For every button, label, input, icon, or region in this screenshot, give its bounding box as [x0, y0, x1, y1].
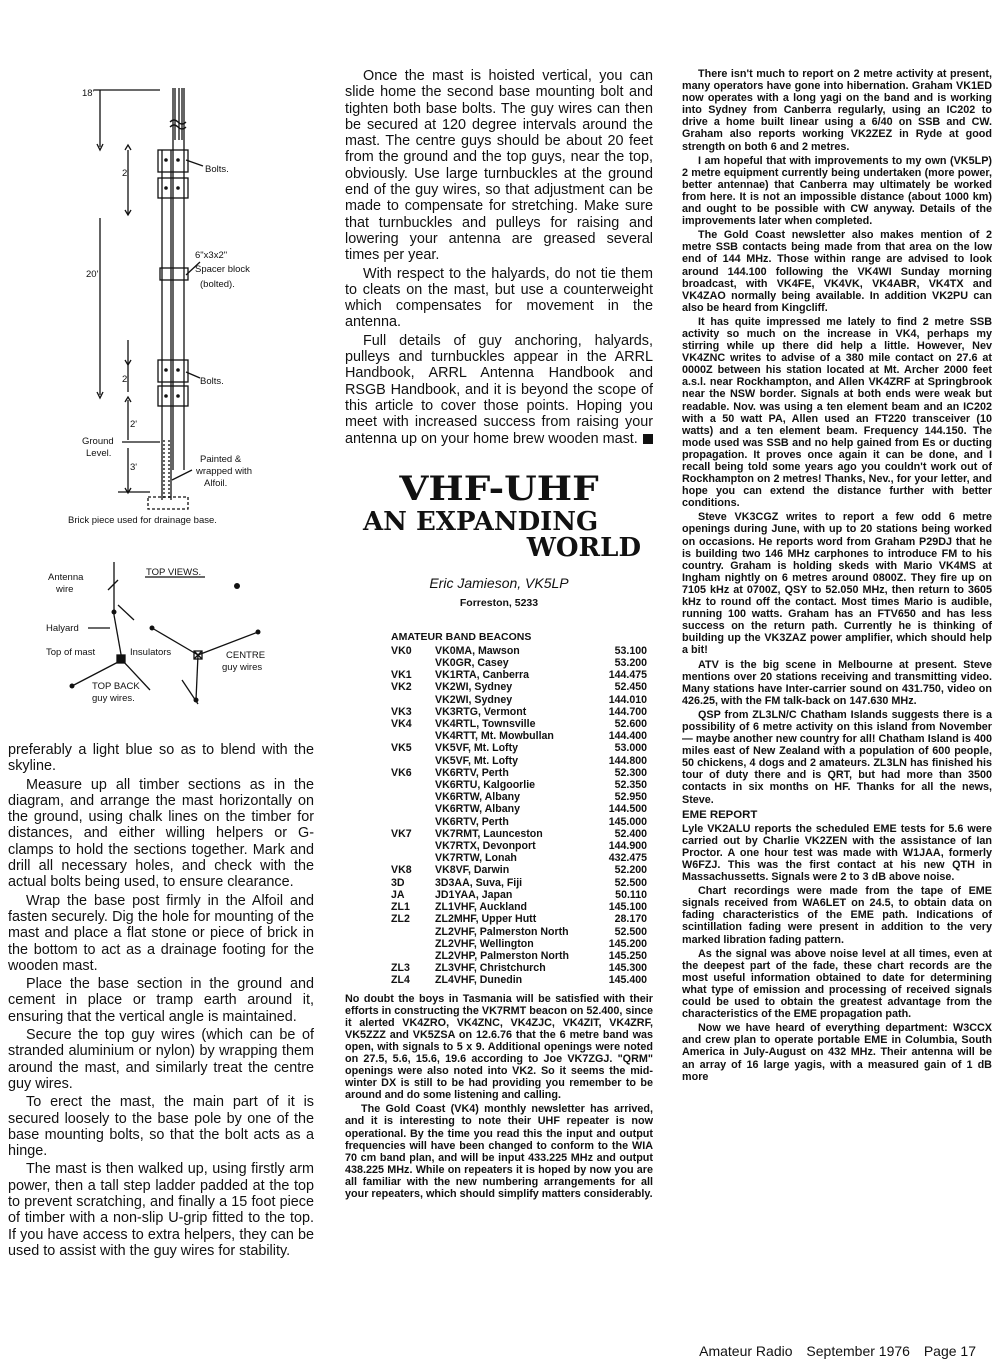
beacon-freq: 53.200 — [614, 657, 647, 670]
beacon-freq: 52.950 — [614, 791, 647, 804]
col1-para-1: preferably a light blue so as to blend with the skyline. — [8, 742, 314, 775]
beacon-row — [391, 913, 653, 925]
beacon-row — [391, 791, 653, 803]
beacon-station: VK5VF, Mt. Lofty — [435, 754, 518, 767]
beacon-area — [391, 926, 435, 938]
beacon-area: VK7 — [391, 827, 412, 840]
article-title-1: VHF-UHF — [399, 468, 599, 509]
fig-dim-2c: 2' — [130, 419, 138, 430]
beacon-row — [391, 767, 653, 779]
beacon-area: ZL4 — [391, 974, 410, 987]
col3-para-8: Lyle VK2ALU reports the scheduled EME tests for 5.6 were carried out by Charlie VK2ZEN with the assistance of Ian Proctor. A one hour test was made with W1JAA, formerly W6FZJ. This was the first contact at his new QTH in Massachussetts. Signals were 2 to 3 dB above noise. — [682, 822, 992, 884]
beacon-row — [391, 938, 653, 950]
beacon-freq: 52.450 — [614, 681, 647, 694]
fig-bolts-top: Bolts. — [205, 164, 229, 175]
beacon-freq: 52.500 — [614, 925, 647, 938]
beacon-freq: 28.170 — [614, 913, 647, 926]
col3-para-4: It has quite impressed me lately to find 2 metre SSB activity so much on the increase in VK4, perhaps my stirring while up there did help a little. However, Nev VK4ZNC writes to advise of a 380 mile contact on 27.6 at 0000Z between his station located at Mt. Archer 2000 feet a.s.l. near Rockhampton, and Allen VK4ZRF at Springbrook near the NSW border. Signals at both ends were weak but readable. Nov. was using a ten element beam and an IC202 with a 50 watt PA, Allen used an FT220 transceiver (10 watts) and a ten element beam. Frequency 144.150. The mode used was SSB and no help gained from Es or ducting propagation. It proves once again it can be done, and I recall being told some years ago you couldn't work out of Rockhampton on 2 metres! Thanks, Nev., for your letter, and hope you can extend the distance further with better conditions. — [682, 315, 992, 510]
beacon-row — [391, 877, 653, 889]
beacon-station: ZL2VHF, Palmerston North — [435, 925, 569, 938]
footer-date: September 1976 — [806, 1343, 910, 1359]
author-byline: Eric Jamieson, VK5LP — [429, 574, 569, 591]
beacon-freq: 432.475 — [608, 852, 647, 865]
beacon-station: VK6RTV, Perth — [435, 815, 509, 828]
beacon-freq: 52.500 — [614, 876, 647, 889]
beacon-row — [391, 742, 653, 754]
beacon-row — [391, 864, 653, 876]
fig-dim-2a: 2' — [122, 168, 130, 179]
beacon-station: VK6RTV, Perth — [435, 766, 509, 779]
beacon-area — [391, 694, 435, 706]
end-mark-icon — [643, 434, 653, 444]
col2-para-2: With respect to the halyards, do not tie them to cleats on the mast, but use a counterweight which compensates for movement in the antenna. — [345, 265, 653, 331]
beacon-freq: 144.400 — [608, 730, 647, 743]
beacon-row — [391, 950, 653, 962]
beacon-freq: 145.200 — [608, 937, 647, 950]
beacon-area: VK0 — [391, 644, 412, 657]
beacon-station: VK7RMT, Launceston — [435, 827, 543, 840]
fig-spacer-dim: 6"x3x2" — [195, 250, 228, 261]
beacon-area — [391, 779, 435, 791]
beacon-row — [391, 962, 653, 974]
fig-dim-2b: 2' — [122, 374, 130, 385]
beacon-freq: 50.110 — [615, 888, 647, 901]
beacon-freq: 52.200 — [614, 864, 647, 877]
beacon-station: ZL1VHF, Auckland — [435, 901, 528, 914]
beacon-area — [391, 803, 435, 815]
beacon-freq: 144.700 — [608, 705, 647, 718]
beacon-station: ZL2MHF, Upper Hutt — [435, 913, 537, 926]
beacon-station: VK2WI, Sydney — [435, 681, 513, 694]
beacon-station: JD1YAA, Japan — [435, 888, 513, 901]
beacon-row — [391, 803, 653, 815]
col3-para-9: Chart recordings were made from the tape of EME signals received from WA6LET on 24.5, to obtain data on fading characteristics of the EME path. Indications of scintillation fading were present in addition to the very marked libration fading pattern. — [682, 885, 992, 946]
beacon-area: VK6 — [391, 766, 412, 779]
beacon-freq: 53.000 — [614, 742, 647, 755]
beacon-freq: 145.300 — [608, 962, 647, 975]
col1-para-6: To erect the mast, the main part of it is secured loosely to the base pole by one of the base mounting bolts, so that the bolt acts as a hinge. — [8, 1094, 314, 1160]
beacon-area: VK3 — [391, 705, 412, 718]
eme-heading: EME REPORT — [682, 808, 758, 821]
fig-topback-1: TOP BACK — [92, 681, 140, 692]
beacon-station: VK0MA, Mawson — [435, 644, 520, 657]
col1-para-4: Place the base section in the ground and cement in place or tramp earth around it, ensuring that the vertical angle is maintained. — [8, 976, 314, 1025]
col3-para-11-b: portable EME — [817, 1034, 888, 1047]
beacon-station: VK3RTG, Vermont — [435, 705, 527, 718]
beacon-row — [391, 645, 653, 657]
fig-dim-20: 20' — [86, 269, 99, 280]
fig-painted-2: wrapped with — [196, 466, 252, 477]
col3-para-5: Steve VK3CGZ writes to report a few odd 6 metre openings during June, with up to 20 stations being worked on occasions. He reports word from Graham P29DJ that he is building two 146 MHz carphones to introduce FM to his country. Graham is holding skeds with Mario VK4MS at Ingham nightly on 6 metres around 0800Z. They fire up on 7105 kHz at 0700Z, QSY to 52.050 MHz, then return to 3605 kHz to round off the contact. Most times Mario is audible, running 100 watts. Graham has an FTV650 and has less success on the return path. Currently he is thinking of building up the VK3ZAZ power amplifier, which should help a bit! — [682, 511, 992, 657]
col1-para-5: Secure the top guy wires (which can be of stranded aluminium or nylon) by wrapping them around the mast, and similarly treat the centre guy wires. — [8, 1027, 314, 1092]
fig-painted-3: Alfoil. — [204, 478, 228, 489]
beacon-row — [391, 889, 653, 901]
beacon-area: ZL3 — [391, 962, 410, 975]
beacon-station: VK6RTU, Kalgoorlie — [435, 779, 536, 792]
col3-para-11-c: in Columbia, South America in July-August on 432 MHz. Their antenna will be an array of 16 large yagis, with a measured gain of 1 dB more — [682, 1034, 992, 1083]
beacon-freq: 145.250 — [608, 949, 647, 962]
beacon-row — [391, 901, 653, 913]
beacon-area: VK2 — [391, 681, 412, 694]
beacon-station: VK6RTW, Albany — [435, 803, 520, 816]
article-title-2: AN EXPANDING — [363, 506, 599, 537]
beacon-row — [391, 669, 653, 681]
col3-para-1: There isn't much to report on 2 metre activity at present, many operators have gone into hibernation. Graham VK1ED now operates with a long yagi on the band and is working into Sydney from Canberra regularly, using an IC202 to drive a home built linear using a 6/40 on SSB and CW. Graham also reports working VK2ZEZ in Ryde at good strength on both 6 and 2 metres. — [682, 68, 992, 153]
col2-para-3 — [345, 331, 653, 447]
beacon-freq: 144.500 — [608, 803, 647, 816]
fig-bolts-bottom: Bolts. — [200, 376, 224, 387]
fig-insulators: Insulators — [130, 647, 172, 658]
col3-para-11 — [682, 1020, 992, 1082]
column-2 — [345, 66, 653, 1200]
fig-dim-3: 3' — [130, 462, 138, 473]
beacon-freq: 52.400 — [614, 827, 647, 840]
beacon-freq: 144.900 — [608, 840, 647, 853]
fig-spacer-label: Spacer block — [195, 264, 250, 275]
beacon-row — [391, 926, 653, 938]
beacon-row — [391, 816, 653, 828]
beacon-station: VK2WI, Sydney — [435, 693, 513, 706]
beacon-row — [391, 779, 653, 791]
fig-top-of-mast: Top of mast — [46, 647, 96, 658]
col1-para-7: The mast is then walked up, using firstly arm power, then a tall step ladder padded at the top to prevent scratching, and finally a 15 foot piece of timber with a non-slip U-grip fitted to the top. If you have access to extra helpers, they can be used to assist with the guy wires for stability. — [8, 1161, 314, 1259]
col1-para-3: Wrap the base post firmly in the Alfoil and fasten securely. Dig the hole for mounting of the mast and place a flat stone or piece of brick in the bottom to act as a drainage footing for the wooden mast. — [8, 892, 314, 974]
beacon-area: 3D — [391, 876, 405, 889]
col3-para-3: The Gold Coast newsletter also makes mention of 2 metre SSB contacts being made from that area on the low end of 144 MHz. Those within range are advised to look around 144.100 following the VK4WI Sunday morning broadcast, with VK4FE, VK4VK, VK4ABR, VK4TX and VK4ZAO normally being available. In addition VK2PU can also be heard from Kingcliff. — [682, 229, 992, 314]
article-title-3: WORLD — [526, 532, 641, 563]
beacon-area — [391, 816, 435, 828]
col1-para-2: Measure up all timber sections as in the diagram, and arrange the mast horizontally on the ground, using chalk lines on the timber for distances, and either willing helpers or G-clamps to hold the sections together. Mark and drill all necessary holes, and check with the actual bolts being used, to ensure clearance. — [8, 776, 314, 891]
fig-antenna-1: Antenna — [48, 572, 84, 583]
beacon-row — [391, 852, 653, 864]
beacon-station: VK4RTT, Mt. Mowbullan — [435, 730, 554, 743]
beacon-row — [391, 828, 653, 840]
beacon-area — [391, 840, 435, 852]
beacon-freq: 145.400 — [608, 974, 647, 987]
col3-para-2: I am hopeful that with improvements to my own (VK5LP) 2 metre equipment currently being undertaken (more power, better antennae) that Canberra may ultimately be worked from here. It is not an impossible distance (about 1000 km) and ought to be possible with CW anyway. Details of the improvements later when completed. — [682, 154, 992, 228]
author-location: Forreston, 5233 — [459, 596, 539, 609]
beacon-row — [391, 718, 653, 730]
beacon-station: VK0GR, Casey — [435, 657, 509, 670]
beacon-area: JA — [391, 888, 405, 901]
beacon-row — [391, 840, 653, 852]
column-1 — [8, 740, 314, 1259]
beacon-station: VK5VF, Mt. Lofty — [435, 742, 518, 755]
beacon-station: ZL4VHF, Dunedin — [435, 974, 523, 987]
beacon-station: ZL3VHF, Christchurch — [435, 962, 546, 975]
beacon-station: VK4RTL, Townsville — [435, 718, 536, 731]
beacon-station: VK6RTW, Albany — [435, 791, 520, 804]
col2-para-3-text: Full details of guy anchoring, halyards, pulleys and turnbuckles appear in the ARRL Handbook, ARRL Antenna Handbook and RSGB Handbook, and it is beyond the scope of this article to cover those points. Hoping you meet with increased success from raising your antenna up on your home brew wooden mast. — [345, 332, 653, 447]
beacon-row — [391, 694, 653, 706]
beacon-row — [391, 657, 653, 669]
fig-centre-2: guy wires — [222, 662, 263, 673]
beacon-station: VK7RTX, Devonport — [435, 840, 536, 853]
fig-spacer-bolted: (bolted). — [200, 279, 235, 290]
beacon-freq: 53.100 — [614, 644, 647, 657]
fig-painted-1: Painted & — [200, 454, 242, 465]
beacon-area: VK1 — [391, 669, 412, 682]
beacon-freq: 52.350 — [614, 779, 647, 792]
beacon-row — [391, 755, 653, 767]
beacon-area — [391, 755, 435, 767]
col3-para-11-a: Now we have heard of everything department: W3CCX and crew plan to operate — [682, 1022, 992, 1047]
beacon-station: ZL2VHF, Wellington — [435, 937, 534, 950]
fig-brick: Brick piece used for drainage base. — [68, 515, 217, 526]
footer-page: Page 17 — [923, 1343, 976, 1359]
beacon-area: ZL2 — [391, 913, 410, 926]
beacon-freq: 144.800 — [608, 754, 647, 767]
beacon-row — [391, 681, 653, 693]
mast-diagram — [0, 0, 320, 740]
beacons-heading: AMATEUR BAND BEACONS — [391, 630, 532, 643]
fig-ground-1: Ground — [82, 436, 114, 447]
beacon-area — [391, 657, 435, 669]
beacon-freq: 145.100 — [608, 901, 647, 914]
fig-dim-18: 18' — [82, 88, 95, 99]
fig-antenna-2: wire — [56, 584, 74, 595]
beacon-row — [391, 974, 653, 986]
beacon-freq: 52.600 — [614, 718, 647, 731]
beacon-freq: 144.475 — [608, 669, 647, 682]
beacon-station: VK1RTA, Canberra — [435, 669, 529, 682]
beacon-area — [391, 730, 435, 742]
col3-para-6: ATV is the big scene in Melbourne at present. Steve mentions over 20 stations receiving and transmitting video. Many stations have Inter-carrier sound on 431.750, video on 426.25, with the FM talk-back on 147.630 MHz. — [682, 658, 992, 707]
beacon-station: ZL2VHP, Palmerston North — [435, 949, 570, 962]
beacon-freq: 144.010 — [608, 693, 647, 706]
col3-para-10: As the signal was above noise level at all times, even at the deepest part of the fade, these chart records are the most useful information obtained to date for determining what type of emission and processing of received signals could be used to obtain the greatest advantage from the characteristics of the EME propagation path. — [682, 947, 992, 1021]
beacon-freq: 52.300 — [614, 766, 647, 779]
fig-halyard: Halyard — [46, 623, 79, 634]
beacon-station: 3D3AA, Suva, Fiji — [435, 876, 523, 889]
fig-ground-2: Level. — [86, 448, 112, 459]
fig-centre-1: CENTRE — [226, 650, 266, 661]
beacon-station: VK8VF, Darwin — [435, 864, 510, 877]
beacon-area — [391, 938, 435, 950]
beacon-area — [391, 852, 435, 864]
col2-para-5: The Gold Coast (VK4) monthly newsletter has arrived, and it is interesting to note their UHF repeater is now operational. By the time you read this the input and output frequencies will have been changed to conform to the WIA 70 cm band plan, and will be input 433.225 MHz and output 438.225 MHz. While on repeaters it is hoped by now you are all familiar with the new numbering arrangements for all your repeaters, which should simplify matters considerably. — [345, 1103, 653, 1201]
beacon-row — [391, 706, 653, 718]
footer-magazine: Amateur Radio — [699, 1343, 793, 1359]
beacon-area — [391, 950, 435, 962]
beacon-area: VK8 — [391, 864, 412, 877]
beacon-area: VK4 — [391, 718, 412, 731]
col2-para-1: Once the mast is hoisted vertical, you can slide home the second base mounting bolt and tighten both base bolts. The guy wires can then be secured at 120 degree intervals around the mast. The centre guys should be about 20 feet from the ground and the top guys, near the top, obviously. Use large turnbuckles at the ground end of the guy wires, so that adjustment can be made to compensate for stretching. Make sure that turnbuckles and pulleys for raising and lowering your antenna are greased several times per year. — [345, 68, 653, 264]
col3-para-7: QSP from ZL3LN/C Chatham Islands suggests there is a possibility of 6 metre activity on this island from November — maybe another new country for all! Chatham Island is 400 miles east of New Zealand with a population of 600 people, 50 chickens, 4 dogs and 2 amateurs. ZL3LN has finished his tour of duty there and is QRT, but had more than 3500 contacts in six months on HF. Thanks for all the news, Steve. — [682, 708, 992, 806]
beacon-freq: 145.000 — [608, 815, 647, 828]
column-3 — [682, 66, 992, 1083]
beacon-area: VK5 — [391, 742, 412, 755]
fig-topback-2: guy wires. — [92, 693, 135, 704]
fig-top-views: TOP VIEWS. — [146, 567, 202, 578]
page-footer — [689, 1343, 976, 1359]
beacon-row — [391, 730, 653, 742]
beacon-area — [391, 791, 435, 803]
beacon-station: VK7RTW, Lonah — [435, 852, 517, 865]
col2-para-4: No doubt the boys in Tasmania will be satisfied with their efforts in constructing the VK7RMT beacon on 52.400, since it alerted VK4ZRO, VK4ZNC, VK4ZJC, VK4ZIT, VK4ZRF, VK5ZZZ and VK5ZSA on 12.6.76 that the 6 metre band was open, with signals to 5 x 9. Additional openings were noted on 27.5, 5.6, 15.6, 19.6 according to Joe VK7ZGJ. "QRM" openings were also noted into VK2. So it seems the mid-winter DX is still to be had providing you remember to be around and do some listening and calling. — [345, 992, 653, 1102]
beacon-area: ZL1 — [391, 901, 410, 914]
beacons-table — [391, 645, 653, 987]
